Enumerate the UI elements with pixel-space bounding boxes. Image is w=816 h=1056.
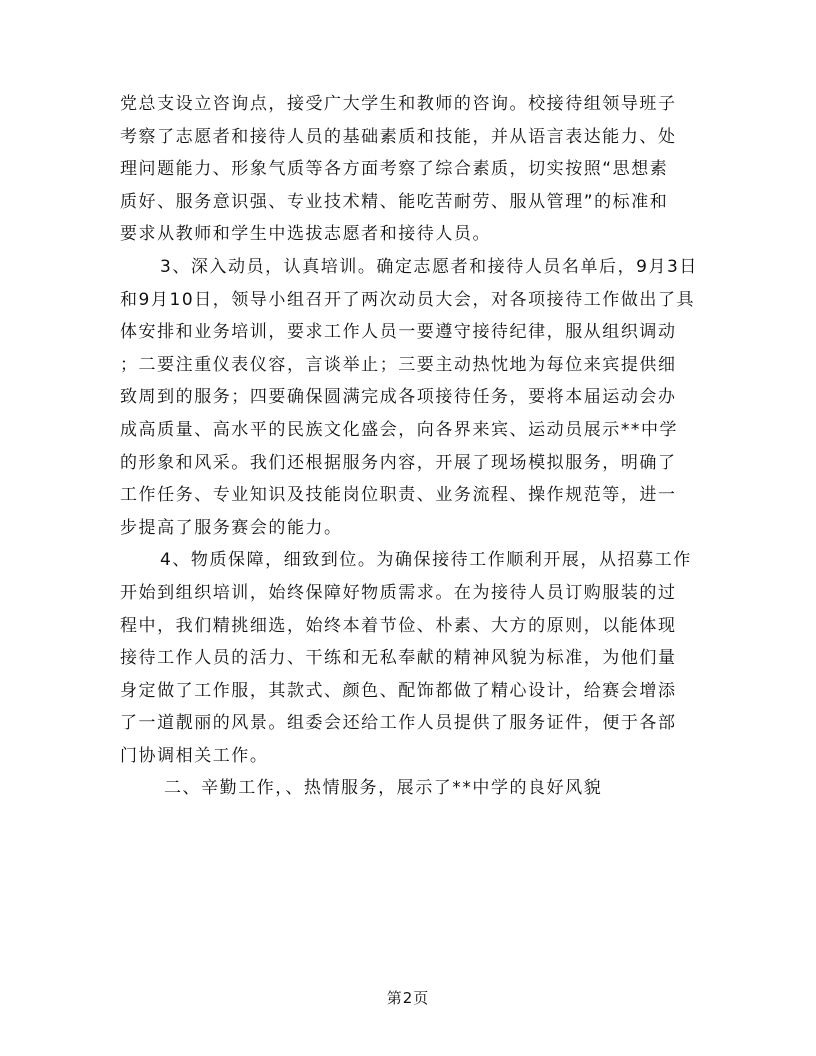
section-heading: 二、辛勤工作，、热情服务，展示了**中学的良好风貌 — [164, 778, 603, 799]
text-line: 接待工作人员的活力、干练和无私奉献的精神风貌为标准，为他们量 — [120, 648, 677, 669]
paragraph-4-start: 4、物质保障，细致到位。为确保接待工作顺利开展，从招募工作 — [160, 550, 692, 571]
body-text — [120, 88, 698, 805]
text-line: 党总支设立咨询点，接受广大学生和教师的咨询。校接待组领导班子 — [120, 94, 677, 114]
text-line: 质好、服务意识强、专业技术精、能吃苦耐劳、服从管理”的标准和 — [120, 191, 669, 212]
text-line: 工作任务、专业知识及技能岗位职责、业务流程、操作规范等，进一 — [120, 485, 677, 506]
text-line: 致周到的服务；四要确保圆满完成各项接待任务，要将本届运动会办 — [120, 387, 677, 408]
text-line: 开始到组织培训，始终保障好物质需求。在为接待人员订购服装的过 — [120, 582, 677, 603]
text-line: 程中，我们精挑细选，始终本着节俭、朴素、大方的原则，以能体现 — [120, 615, 677, 636]
text-line: 门协调相关工作。 — [120, 745, 269, 766]
text-line: 和9月10日，领导小组召开了两次动员大会，对各项接待工作做出了具 — [120, 289, 696, 310]
text-line: 身定做了工作服，其款式、颜色、配饰都做了精心设计，给赛会增添 — [120, 680, 677, 701]
paragraph-3-start: 3、深入动员，认真培训。确定志愿者和接待人员名单后，9月3日 — [160, 256, 698, 277]
text-line: 的形象和风采。我们还根据服务内容，开展了现场模拟服务，明确了 — [120, 452, 677, 473]
text-line: 要求从教师和学生中选拔志愿者和接待人员。 — [120, 224, 491, 245]
page-number: 第2页 — [386, 989, 430, 1007]
text-line: ；二要注重仪表仪容，言谈举止；三要主动热忱地为每位来宾提供细 — [120, 354, 677, 375]
text-line: 步提高了服务赛会的能力。 — [120, 517, 343, 538]
text-line: 了一道靓丽的风景。组委会还给工作人员提供了服务证件，便于各部 — [120, 713, 677, 734]
text-line: 体安排和业务培训，要求工作人员一要遵守接待纪律，服从组织调动 — [120, 322, 677, 343]
text-line: 理问题能力、形象气质等各方面考察了综合素质，切实按照“思想素 — [120, 159, 669, 180]
text-line: 成高质量、高水平的民族文化盛会，向各界来宾、运动员展示**中学 — [120, 419, 679, 440]
text-line: 考察了志愿者和接待人员的基础素质和技能，并从语言表达能力、处 — [120, 126, 677, 147]
